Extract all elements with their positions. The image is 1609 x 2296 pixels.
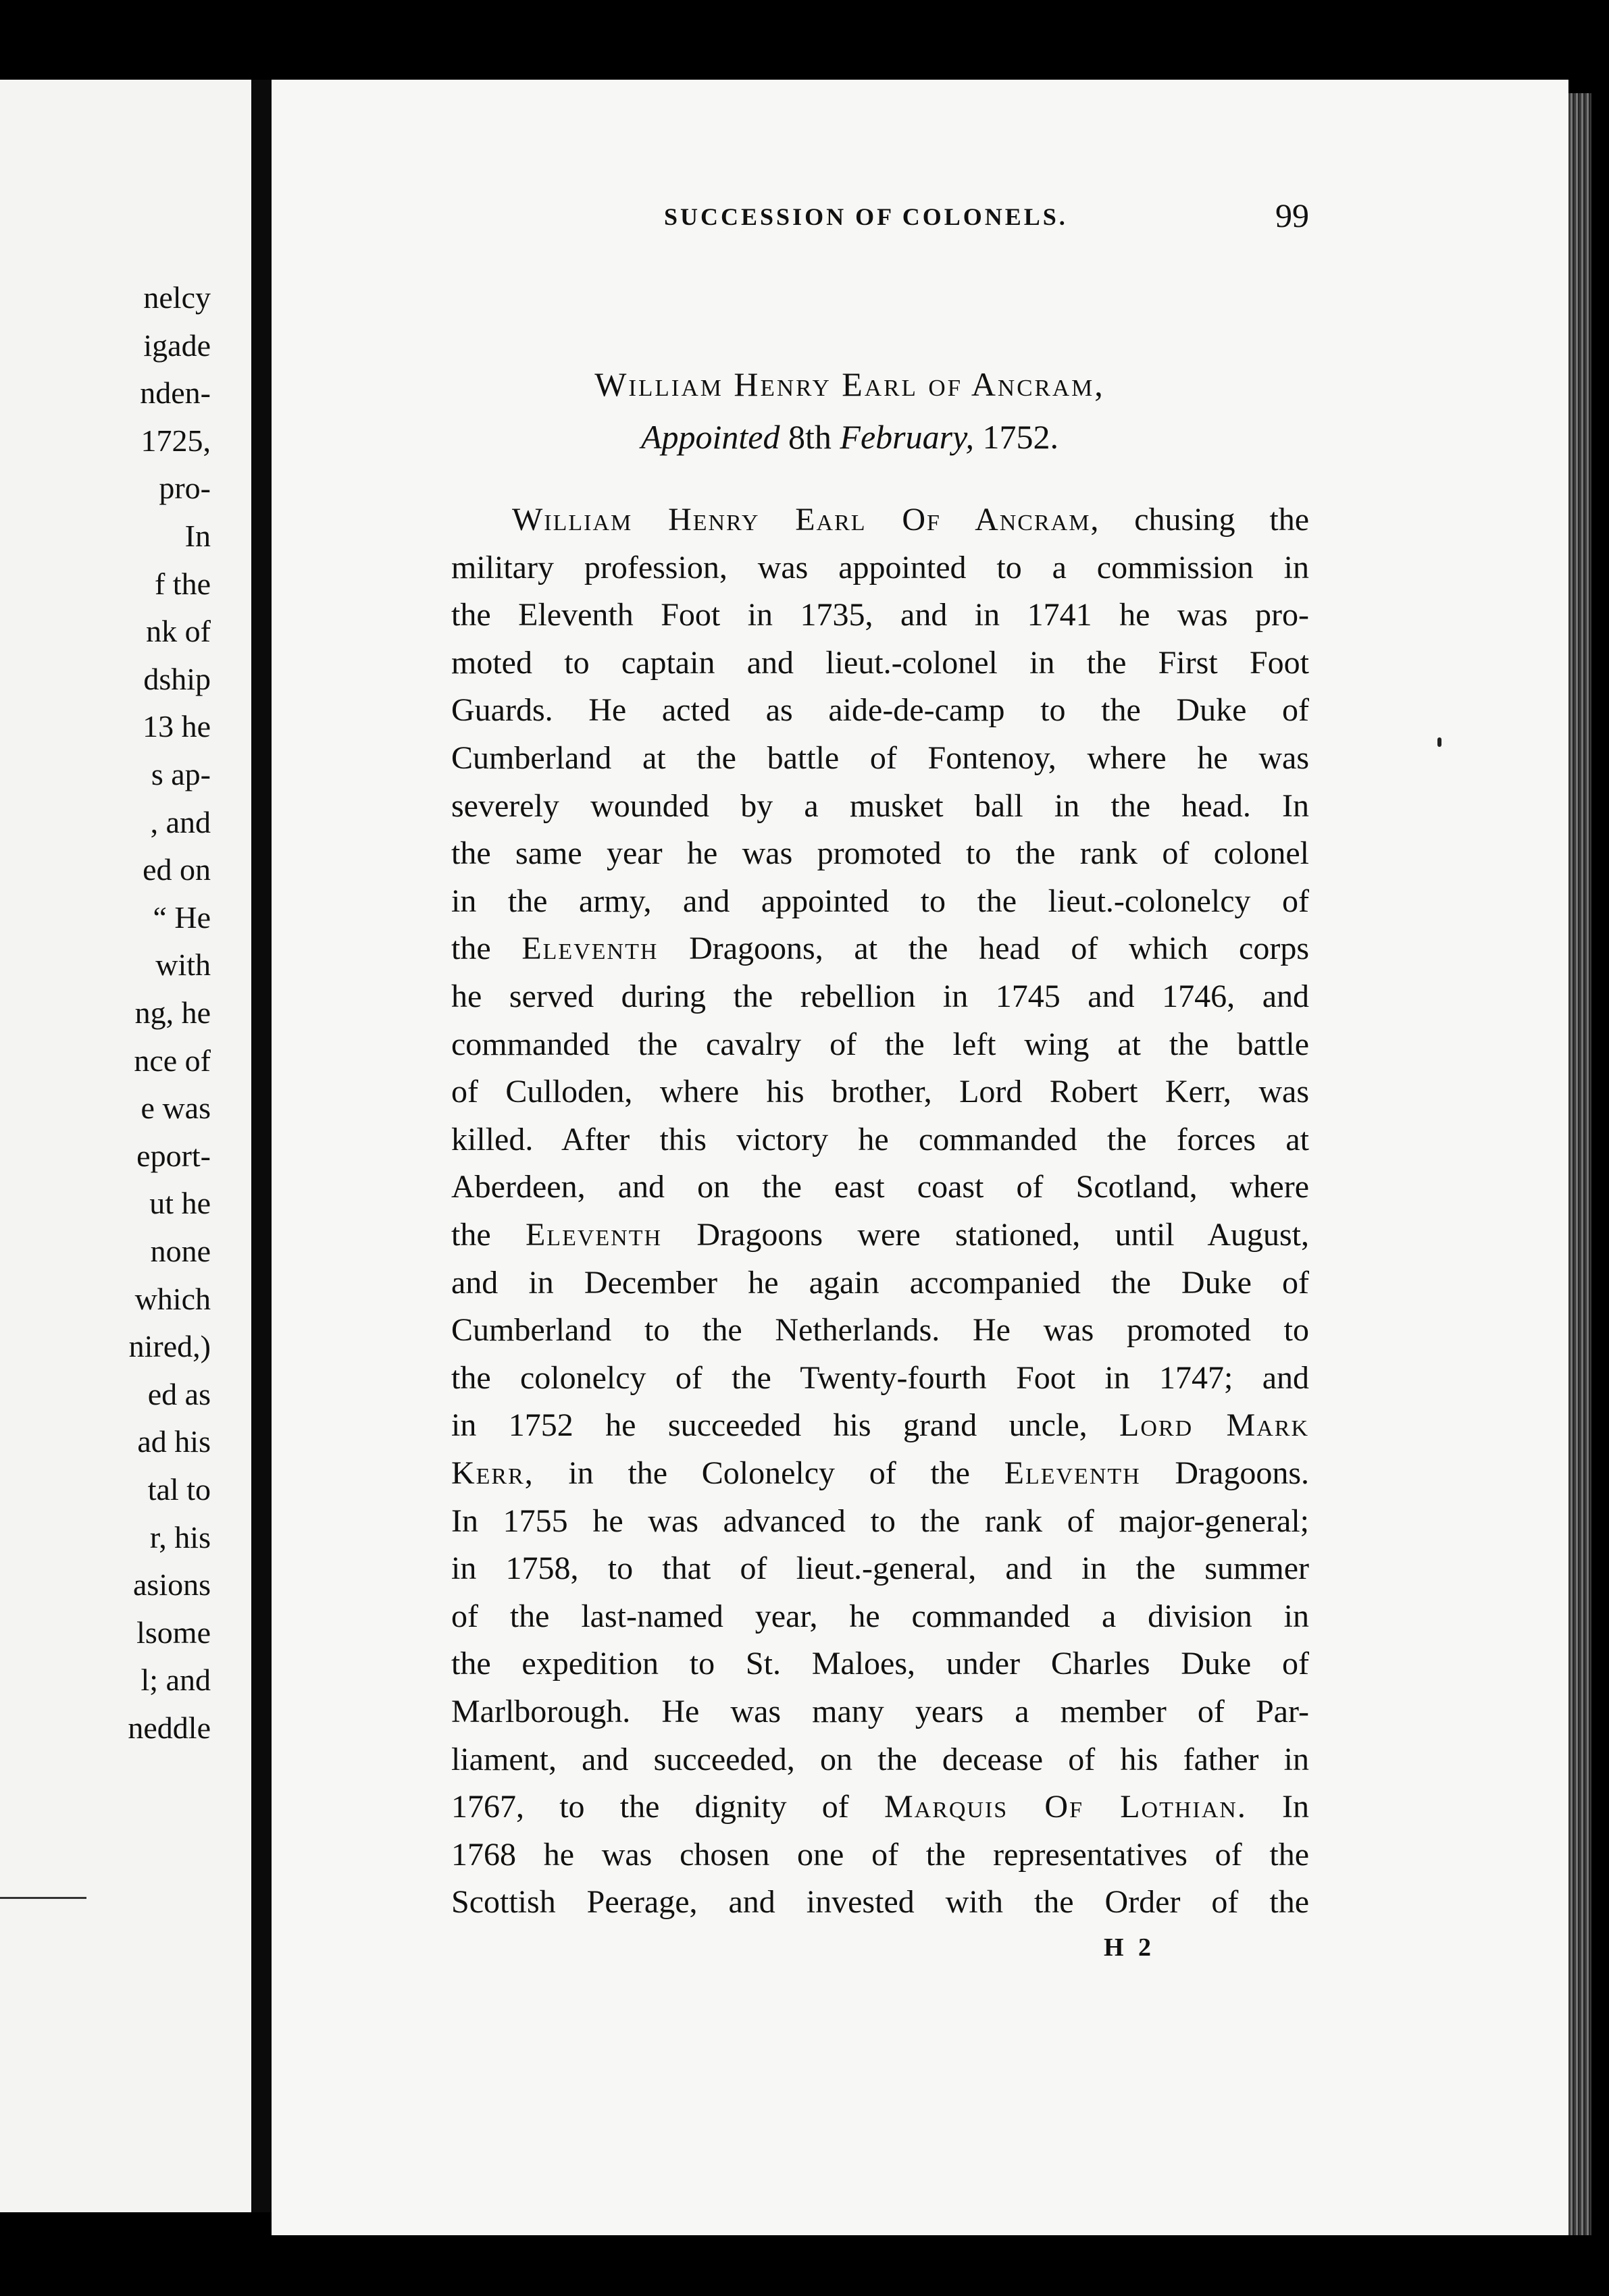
appointment-line [390,417,1309,456]
left-page-line: none [150,1234,211,1268]
signature-mark: H 2 [1104,1933,1156,1962]
body-text-run: In 1755 he was advanced to the rank of major-general; [451,1503,1309,1539]
left-page-line: tal to [147,1472,211,1507]
body-text-run: the same year he was promoted to the rank of colonel [451,835,1309,872]
body-text-run: military profession, was appointed to a commission in [451,549,1309,585]
appointment-month: February, [840,418,975,456]
body-text-run: Cumberland to the Netherlands. He was promoted to [451,1312,1309,1349]
left-page-line: igade [143,328,211,363]
body-line [512,501,1309,539]
body-text-run: In [1246,1789,1309,1825]
body-line [451,787,1309,825]
body-text-run: Guards. He acted as aide-de-camp to the Duke of [451,692,1309,729]
body-line [451,883,1309,920]
body-text-run: the [451,931,522,967]
section-heading: William Henry Earl of Ancram, [594,365,1105,403]
body-line [451,1645,1309,1683]
left-page-fragment [0,80,251,2212]
body-line [451,1359,1309,1397]
body-line [451,1598,1309,1636]
body-line [451,835,1309,872]
body-line [451,549,1309,587]
body-text-run: the Eleventh Foot in 1735, and in 1741 he was pro- [451,597,1309,633]
body-line [451,1788,1309,1826]
left-page-line: nce of [134,1043,211,1078]
body-text-run: of the last-named year, he commanded a division in [451,1598,1309,1634]
left-page-line: asions [133,1567,211,1602]
page-edge [1568,93,1591,2235]
left-page-line: eport- [136,1138,211,1173]
left-page-line: lsome [136,1615,211,1650]
body-text-run: the [451,1217,526,1253]
body-text-run: of Culloden, where his brother, Lord Robert Kerr, was [451,1074,1309,1110]
body-text-run: moted to captain and lieut.-colonel in the First Foot [451,644,1309,681]
body-text-run: Lord Mark [1119,1407,1309,1444]
left-page-line: 1725, [141,423,211,458]
body-line [451,739,1309,777]
left-page-line: f the [154,566,211,601]
body-text-run: Marlborough. He was many years a member of Par- [451,1694,1309,1729]
body-text-run: in the army, and appointed to the lieut.-colonelcy of [451,883,1309,919]
body-line [451,1073,1309,1111]
left-page-line: “ He [153,899,211,935]
appointment-day: 8th [788,418,832,456]
body-text-run: he served during the rebellion in 1745 and 1746, and [451,979,1309,1014]
left-page-line: with [155,947,211,983]
print-speck [1437,737,1441,747]
left-page-rule [0,1897,86,1899]
left-page-line: nk of [146,614,211,649]
body-line [451,1121,1309,1159]
body-text-run: 1767, to the dignity of [451,1789,884,1825]
body-line [451,930,1309,968]
book-gutter [251,80,272,2212]
body-line [451,1407,1309,1444]
left-page-line: dship [143,661,211,696]
body-text-run: liament, and succeeded, on the decease of his father in [451,1741,1309,1777]
body-line [451,1503,1309,1540]
body-text-run: killed. After this victory he commanded the forces at [451,1121,1309,1157]
body-text-run: Dragoons were stationed, until August, [662,1217,1309,1253]
running-head-title: SUCCESSION OF COLONELS. [664,203,1068,230]
body-line [451,1455,1309,1492]
left-page-line: neddle [128,1711,211,1745]
left-page-line: nden- [140,375,211,411]
left-page-line: ed on [143,852,211,887]
body-text-run: Dragoons, at the head of which corps [658,931,1309,967]
body-text-run: the expedition to St. Maloes, under Charles Duke of [451,1646,1309,1682]
body-text-run: Eleventh [1004,1455,1141,1491]
left-page-line: ut he [149,1186,211,1221]
body-text-run: Kerr, [451,1455,534,1491]
body-text-run: commanded the cavalry of the left wing at the battle [451,1026,1309,1062]
body-text-run: Dragoons. [1140,1455,1309,1491]
body-line [451,1741,1309,1779]
left-page-line: In [184,519,211,553]
body-text-run: in the Colonelcy of the [534,1455,1004,1491]
body-text-run: Eleventh [525,1217,663,1253]
body-text-run: the colonelcy of the Twenty-fourth Foot in 1747; and [451,1359,1309,1396]
body-text-run: in 1758, to that of lieut.-general, and in the summer [451,1550,1309,1587]
left-page-line: s ap- [151,757,211,791]
left-page-line: l; and [141,1663,211,1698]
body-line [451,1168,1309,1206]
appointment-year: 1752. [982,418,1059,456]
page-number: 99 [1275,197,1309,234]
left-page-line: 13 he [143,709,211,744]
body-text-run: Eleventh [521,931,659,967]
body-line [451,978,1309,1016]
body-text-run: William Henry Earl Of Ancram, [512,502,1100,538]
left-page-line: ed as [147,1376,211,1411]
body-line [451,692,1309,729]
body-text-run: Aberdeen, and on the east coast of Scotland, where [451,1169,1309,1205]
left-page-line: which [134,1281,211,1316]
body-text-run: in 1752 he succeeded his grand uncle, [451,1407,1120,1444]
left-page-line: ng, he [134,995,211,1030]
body-text-run: Marquis Of Lothian. [884,1789,1247,1825]
body-line [451,1311,1309,1349]
left-page-line: r, his [149,1519,211,1555]
body-line [451,644,1309,682]
body-line [451,1264,1309,1302]
body-text-run: and in December he again accompanied the Duke of [451,1264,1309,1301]
left-page-line: pro- [159,471,211,506]
body-line [451,1026,1309,1064]
body-text-run: severely wounded by a musket ball in the head. In [451,787,1309,824]
left-page-line: nelcy [143,280,211,315]
left-page-line: ad his [137,1424,211,1459]
body-text-run: Cumberland at the battle of Fontenoy, where he was [451,740,1309,776]
body-line [451,1836,1309,1874]
body-line [451,1216,1309,1254]
body-text-run: chusing the [1100,502,1309,538]
running-head [390,197,1309,243]
body-text-run: Scottish Peerage, and invested with the Order of the [451,1884,1309,1921]
body-line [451,596,1309,634]
left-page-line: , and [150,804,211,839]
left-page-line: nired,) [128,1329,211,1364]
body-line [451,1883,1309,1921]
body-text-run: 1768 he was chosen one of the representatives of the [451,1836,1309,1873]
body-line [451,1693,1309,1731]
left-page-line: e was [141,1091,211,1126]
body-line [451,1550,1309,1588]
appointed-word: Appointed [640,418,780,456]
